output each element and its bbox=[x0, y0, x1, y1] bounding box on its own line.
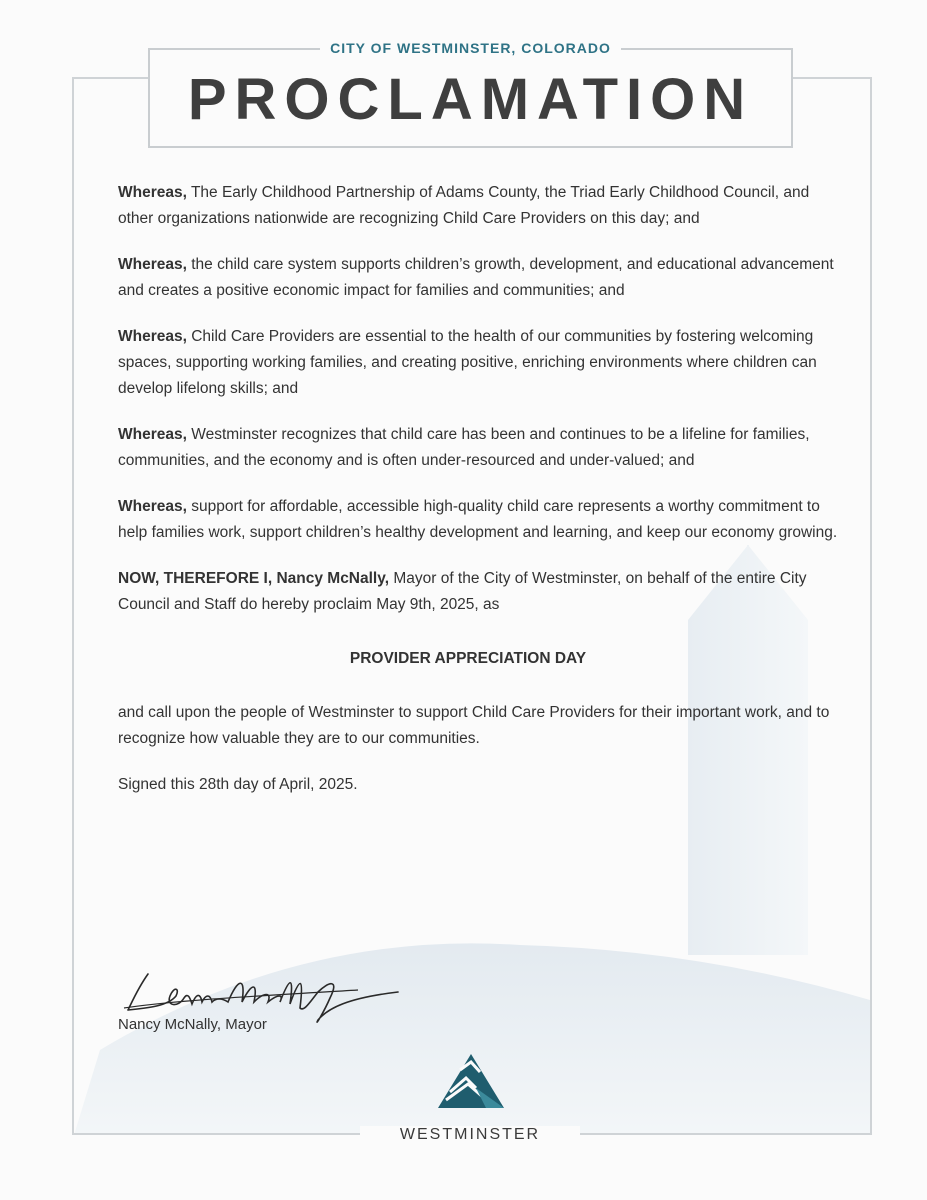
signed-date: Signed this 28th day of April, 2025. bbox=[118, 776, 358, 793]
closing-paragraph: and call upon the people of Westminster to support Child Care Providers for their important work, and to recognize how valuable they are to our communities. bbox=[118, 704, 830, 747]
whereas-paragraph-3: Whereas, Child Care Providers are essential to the health of our communities by fostering welcoming spaces, supporting working families, and creating positive, enriching environments where children can develop lifelong skills; and bbox=[118, 328, 817, 397]
whereas-paragraph-2: Whereas, the child care system supports children’s growth, development, and educational advancement and creates a positive economic impact for families and communities; and bbox=[118, 256, 834, 299]
therefore-paragraph: NOW, THEREFORE I, Nancy McNally, Mayor of the City of Westminster, on behalf of the entire City Council and Staff do hereby proclaim May 9th, 2025, as bbox=[118, 570, 807, 613]
westminster-logo-icon bbox=[436, 1052, 506, 1112]
signer-name: Nancy McNally, Mayor bbox=[118, 1016, 267, 1033]
signature-block bbox=[118, 968, 418, 1038]
header-box bbox=[148, 40, 793, 148]
proclaimed-day-title: PROVIDER APPRECIATION DAY bbox=[349, 650, 587, 667]
logo-wordmark: WESTMINSTER bbox=[360, 1126, 580, 1144]
city-name: CITY OF WESTMINSTER, COLORADO bbox=[320, 40, 621, 56]
whereas-paragraph-1: Whereas, The Early Childhood Partnership of Adams County, the Triad Early Childhood Council, and other organizations nationwide are recognizing Child Care Providers on this day; and bbox=[118, 184, 810, 227]
whereas-paragraph-5: Whereas, support for affordable, accessible high-quality child care represents a worthy commitment to help families work, support children’s healthy development and learning, and keep our economy growing. bbox=[118, 498, 838, 541]
page-title: PROCLAMATION bbox=[187, 67, 754, 132]
proclamation-body bbox=[118, 180, 838, 818]
whereas-paragraph-4: Whereas, Westminster recognizes that child care has been and continues to be a lifeline for families, communities, and the economy and is often under-resourced and under-valued; and bbox=[118, 426, 810, 469]
